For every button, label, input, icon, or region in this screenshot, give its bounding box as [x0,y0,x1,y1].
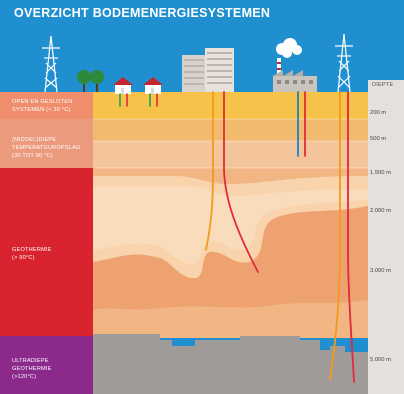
zone-label-line: TEMPERATUUROPSLAG [12,145,81,151]
zone-label-line: (>120°C) [12,374,37,380]
zone-label-ultradiepe [12,357,52,381]
depth-mark: 1.500 m [370,170,391,176]
depth-mark: 2.000 m [370,208,391,214]
stratum-sand-2 [93,141,368,168]
zone-label-middeldiepe [12,136,81,160]
page-title: OVERZICHT BODEMENERGIESYSTEMEN [14,6,271,20]
depth-mark: 3.000 m [370,268,391,274]
depth-column [368,80,404,394]
zone-label-line: (30 TOT 90 °C) [12,153,53,159]
zone-label-line: GEOTHERMIE [12,247,52,253]
depth-mark: 200 m [370,110,387,116]
zone-label-line: GEOTHERMIE [12,366,52,372]
deep-rock [93,334,368,394]
zone-label-line: SYSTEMEN (< 30 °C) [12,107,71,113]
zone-label-line: (MIDDEL)DIEPE [12,137,57,143]
depth-mark: 5.000 m [370,357,391,363]
zone-label-open-gesloten [12,98,72,114]
depth-mark: 500 m [370,136,387,142]
depth-header: DIEPTE [372,82,394,88]
zone-label-line: (> 90°C) [12,255,35,261]
stratum-sand-1 [93,119,368,141]
zone-label-line: ULTRADIEPE [12,358,49,364]
zone-label-line: OPEN EN GESLOTEN [12,99,73,105]
stratum-shallow [93,92,368,119]
zone-label-geothermie [12,246,52,262]
